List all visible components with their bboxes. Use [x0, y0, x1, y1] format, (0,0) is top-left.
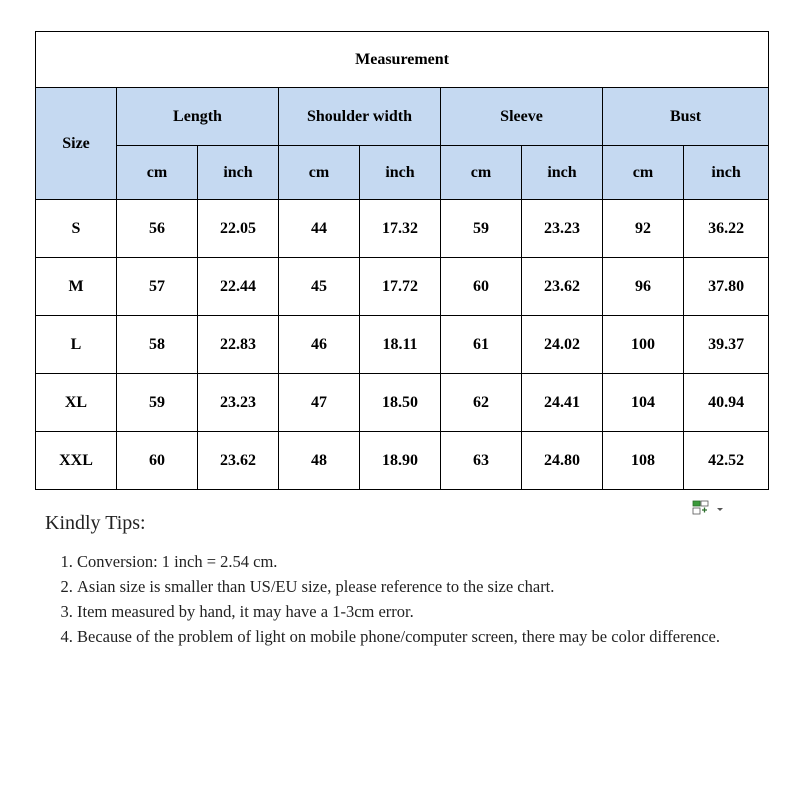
value-cell: 36.22: [684, 200, 769, 258]
value-cell: 17.72: [360, 258, 441, 316]
value-cell: 44: [279, 200, 360, 258]
measurement-table: [35, 31, 769, 490]
size-header: Size: [36, 88, 117, 200]
table-row: [36, 316, 769, 374]
value-cell: 23.23: [522, 200, 603, 258]
value-cell: 39.37: [684, 316, 769, 374]
table-row: [36, 200, 769, 258]
value-cell: 59: [441, 200, 522, 258]
value-cell: 24.80: [522, 432, 603, 490]
value-cell: 63: [441, 432, 522, 490]
unit-header: cm: [603, 146, 684, 200]
value-cell: 22.83: [198, 316, 279, 374]
value-cell: 42.52: [684, 432, 769, 490]
value-cell: 62: [441, 374, 522, 432]
tip-item: 1. Conversion: 1 inch = 2.54 cm.: [77, 549, 765, 574]
unit-header: inch: [684, 146, 769, 200]
tips-title: Kindly Tips:: [45, 512, 146, 534]
value-cell: 18.50: [360, 374, 441, 432]
value-cell: 60: [117, 432, 198, 490]
size-cell: L: [36, 316, 117, 374]
unit-header: cm: [441, 146, 522, 200]
value-cell: 24.41: [522, 374, 603, 432]
value-cell: 61: [441, 316, 522, 374]
value-cell: 60: [441, 258, 522, 316]
value-cell: 104: [603, 374, 684, 432]
value-cell: 22.05: [198, 200, 279, 258]
size-cell: M: [36, 258, 117, 316]
unit-header: cm: [279, 146, 360, 200]
value-cell: 56: [117, 200, 198, 258]
value-cell: 22.44: [198, 258, 279, 316]
tips-list: [45, 549, 765, 649]
unit-header: inch: [522, 146, 603, 200]
value-cell: 108: [603, 432, 684, 490]
value-cell: 18.90: [360, 432, 441, 490]
value-cell: 45: [279, 258, 360, 316]
unit-header: inch: [360, 146, 441, 200]
size-cell: XXL: [36, 432, 117, 490]
value-cell: 40.94: [684, 374, 769, 432]
value-cell: 18.11: [360, 316, 441, 374]
group-header-length: Length: [117, 88, 279, 146]
value-cell: 58: [117, 316, 198, 374]
size-cell: S: [36, 200, 117, 258]
value-cell: 57: [117, 258, 198, 316]
table-title: Measurement: [36, 32, 769, 88]
tip-item: 4. Because of the problem of light on mobile phone/computer screen, there may be color difference.: [77, 624, 765, 649]
unit-header: cm: [117, 146, 198, 200]
value-cell: 23.62: [522, 258, 603, 316]
size-cell: XL: [36, 374, 117, 432]
value-cell: 23.62: [198, 432, 279, 490]
value-cell: 100: [603, 316, 684, 374]
value-cell: 92: [603, 200, 684, 258]
group-header-shoulder-width: Shoulder width: [279, 88, 441, 146]
value-cell: 59: [117, 374, 198, 432]
table-row: [36, 258, 769, 316]
value-cell: 23.23: [198, 374, 279, 432]
value-cell: 17.32: [360, 200, 441, 258]
table-row: [36, 432, 769, 490]
table-row: [36, 374, 769, 432]
kindly-tips: [45, 512, 765, 649]
tip-item: 2. Asian size is smaller than US/EU size, please reference to the size chart.: [77, 574, 765, 599]
group-header-bust: Bust: [603, 88, 769, 146]
value-cell: 48: [279, 432, 360, 490]
tip-item: 3. Item measured by hand, it may have a 1-3cm error.: [77, 599, 765, 624]
value-cell: 96: [603, 258, 684, 316]
group-header-sleeve: Sleeve: [441, 88, 603, 146]
value-cell: 24.02: [522, 316, 603, 374]
value-cell: 47: [279, 374, 360, 432]
unit-header: inch: [198, 146, 279, 200]
value-cell: 37.80: [684, 258, 769, 316]
value-cell: 46: [279, 316, 360, 374]
